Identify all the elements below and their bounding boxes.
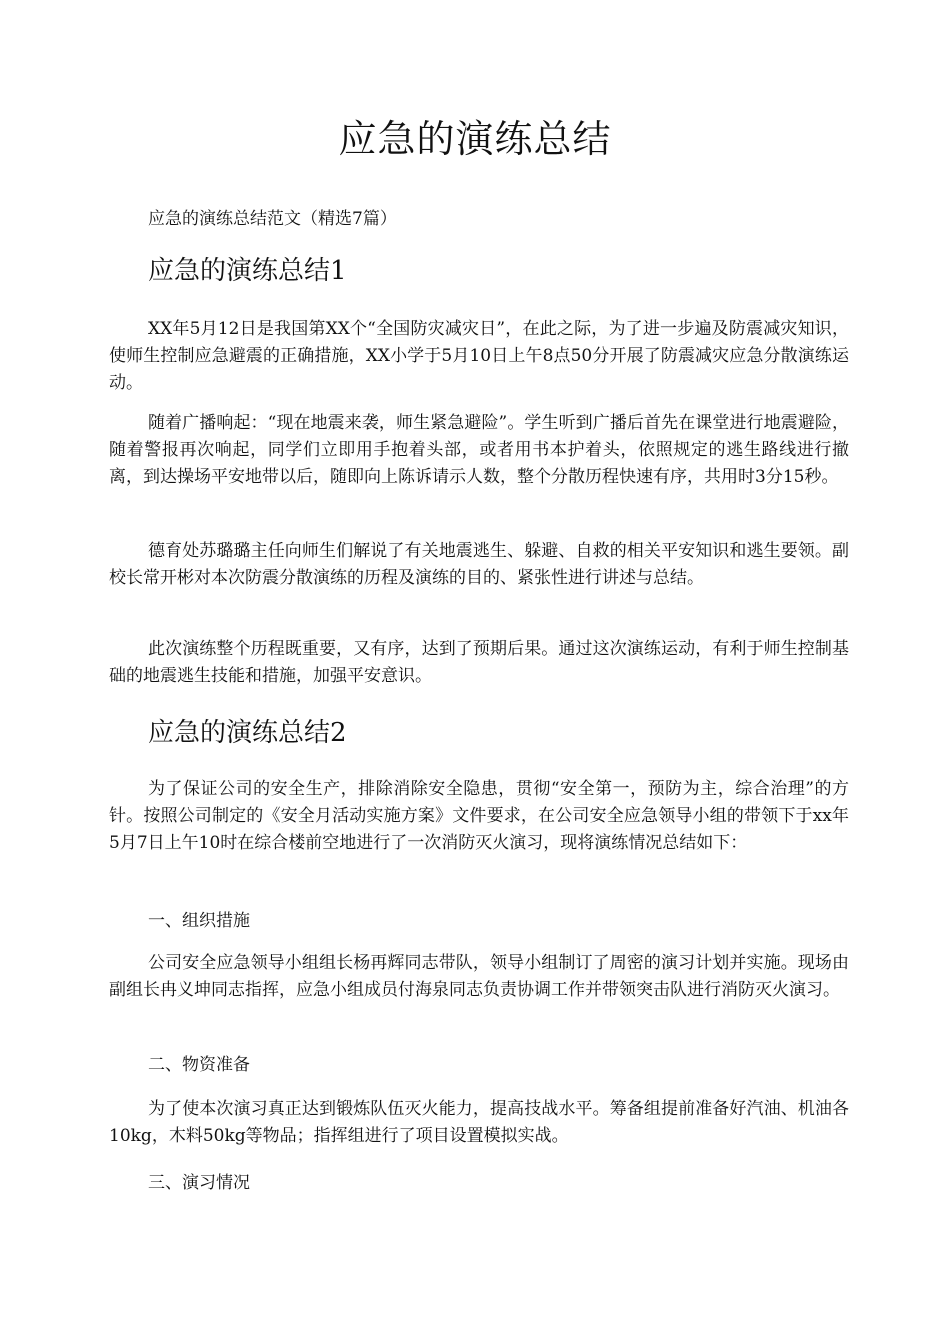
section-2-item-1-title: 一、组织措施 xyxy=(148,911,250,931)
section-2-heading: 应急的演练总结2 xyxy=(148,718,347,748)
section-2-item-2-title: 二、物资准备 xyxy=(148,1055,250,1075)
section-1-paragraph-3: 德育处苏璐璐主任向师生们解说了有关地震逃生、躲避、自救的相关平安知识和逃生要领。副校长常开彬对本次防震分散演练的历程及演练的目的、紧张性进行讲述与总结。 xyxy=(109,541,849,588)
section-2-item-2-text: 为了使本次演习真正达到锻炼队伍灭火能力，提高技战水平。筹备组提前准备好汽油、机油各10kg，木料50kg等物品；指挥组进行了项目设置模拟实战。 xyxy=(109,1099,849,1146)
section-1-paragraph-1: XX年5月12日是我国第XX个“全国防灾减灾日”，在此之际，为了进一步遍及防震减灾知识，使师生控制应急避震的正确措施，XX小学于5月10日上午8点50分开展了防震减灾应急分散演练运动。 xyxy=(109,319,849,393)
document-subtitle: 应急的演练总结范文（精选7篇） xyxy=(148,209,397,229)
section-2-item-1-text: 公司安全应急领导小组组长杨再辉同志带队，领导小组制订了周密的演习计划并实施。现场由副组长冉义坤同志指挥，应急小组成员付海泉同志负责协调工作并带领突击队进行消防灭火演习。 xyxy=(109,953,849,1000)
section-2-item-3-title: 三、演习情况 xyxy=(148,1173,250,1193)
section-1-paragraph-4: 此次演练整个历程既重要，又有序，达到了预期后果。通过这次演练运动，有利于师生控制基础的地震逃生技能和措施，加强平安意识。 xyxy=(109,639,849,686)
section-1-paragraph-2: 随着广播响起：“现在地震来袭，师生紧急避险”。学生听到广播后首先在课堂进行地震避险，随着警报再次响起，同学们立即用手抱着头部，或者用书本护着头，依照规定的逃生路线进行撤离，到达操场平安地带以后，随即向上陈诉请示人数，整个分散历程快速有序，共用时3分15秒。 xyxy=(109,413,849,487)
section-2-intro: 为了保证公司的安全生产，排除消除安全隐患，贯彻“安全第一，预防为主，综合治理”的方针。按照公司制定的《安全月活动实施方案》文件要求，在公司安全应急领导小组的带领下于xx年5月7日上午10时在综合楼前空地进行了一次消防灭火演习，现将演练情况总结如下： xyxy=(109,779,849,853)
document-title: 应急的演练总结 xyxy=(338,117,612,161)
section-1-heading: 应急的演练总结1 xyxy=(148,256,347,286)
